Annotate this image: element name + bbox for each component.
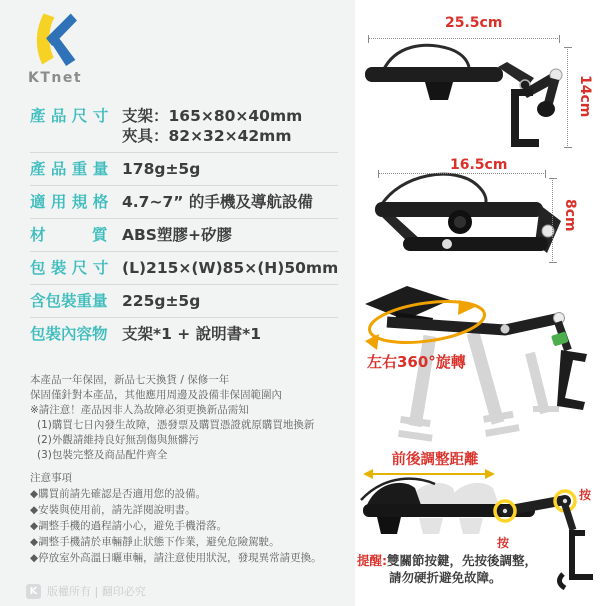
- spec-value: (L)215×(W)85×(H)50mm: [122, 259, 339, 277]
- warranty-text: [30, 373, 342, 463]
- warranty-line: (1)購買七日內發生故障，憑發票及購買憑證就原購買地換新: [37, 419, 315, 431]
- reminder-prefix: 提醒:: [357, 553, 387, 568]
- vertical-dimension-line: [552, 178, 553, 263]
- notes-title: 注意事項: [30, 472, 72, 484]
- spec-label: 產 品 重 量: [30, 160, 109, 178]
- spec-value: 178g±5g: [122, 160, 201, 178]
- figure-adjustment: [355, 448, 600, 606]
- reminder-line-1: [357, 552, 587, 569]
- rotation-caption: 左右360°旋轉: [367, 353, 466, 371]
- spec-row-dimensions: [30, 100, 338, 153]
- press-label-back: 按: [579, 488, 592, 502]
- spec-row-material: [30, 219, 338, 252]
- spec-label: 適 用 規 格: [30, 193, 109, 211]
- spec-label: 產 品 尺 寸: [30, 107, 109, 125]
- spec-label: 包 裝 尺 寸: [30, 259, 109, 277]
- brand-logo: [26, 10, 146, 86]
- spec-row-package-contents: [30, 318, 338, 350]
- horizontal-dimension-line: [378, 173, 546, 174]
- spec-table: [30, 100, 338, 350]
- brand-name: KTnet: [28, 70, 83, 86]
- spec-row-compatibility: [30, 186, 338, 219]
- spec-value: 225g±5g: [122, 292, 201, 310]
- note-line: ◆調整手機請於車輛靜止狀態下作業，避免危險駕駛。: [30, 536, 280, 548]
- spec-value: ABS塑膠+矽膠: [122, 226, 232, 244]
- spec-label: 材 質: [30, 226, 108, 244]
- spec-value: 支架*1 + 說明書*1: [122, 325, 262, 343]
- press-label-front: 按: [497, 536, 510, 550]
- adjustment-title: 前後調整距離: [391, 452, 479, 468]
- warranty-line: 本產品一年保固，新品七天換貨 / 保修一年: [30, 374, 230, 386]
- figure-rotation: [355, 278, 600, 446]
- warranty-line: (3)包裝完整及商品配件齊全: [37, 449, 168, 461]
- warranty-line: 保固僅針對本產品，其他應用周邊及設備非保固範圍內: [30, 389, 282, 401]
- usage-notes: [30, 470, 342, 566]
- width-dimension-label: 25.5cm: [445, 15, 503, 31]
- copyright-footer: [26, 583, 146, 599]
- copyright-text: 版權所有 | 翻印必究: [47, 585, 146, 598]
- ktnet-k-icon: [26, 10, 80, 68]
- spec-row-package-weight: [30, 285, 338, 318]
- spec-value: 4.7~7” 的手機及導航設備: [122, 193, 313, 211]
- spec-value: 夾具：82×32×42mm: [122, 127, 292, 145]
- horizontal-dimension-line: [368, 38, 560, 39]
- height-dimension-label: 14cm: [577, 75, 593, 118]
- note-line: ◆停放室外高溫日曬車輛，請注意使用狀況，發現異常請更換。: [30, 552, 322, 564]
- note-line: ◆調整手機的過程請小心，避免手機滑落。: [30, 520, 228, 532]
- reminder-text: 雙關節按鍵，先按後調整，: [387, 553, 538, 568]
- warranty-line: (2)外觀請維持良好無刮傷與無髒污: [37, 434, 199, 446]
- note-line: ◆安裝與使用前，請先詳閱說明書。: [30, 504, 196, 516]
- reminder-line-2: 請勿硬折避免故障。: [389, 570, 502, 585]
- spec-label: 包裝內容物: [30, 325, 108, 343]
- warranty-line: ※請注意！產品因非人為故障必須更換新品需知: [30, 404, 249, 416]
- brand-k-icon-small: K: [26, 584, 41, 599]
- height-dimension-label: 8cm: [562, 199, 578, 232]
- figure-extended-dimensions: [355, 5, 600, 155]
- note-line: ◆購買前請先確認是否適用您的設備。: [30, 488, 207, 500]
- vertical-dimension-line: [567, 47, 568, 148]
- spec-value: 支架：165×80×40mm: [122, 107, 303, 125]
- figure-folded-dimensions: [355, 157, 600, 275]
- adjustment-reminder: [357, 552, 587, 586]
- spec-label: 含包裝重量: [30, 292, 108, 310]
- width-dimension-label: 16.5cm: [450, 157, 508, 173]
- spec-row-package-size: [30, 252, 338, 285]
- spec-row-weight: [30, 153, 338, 186]
